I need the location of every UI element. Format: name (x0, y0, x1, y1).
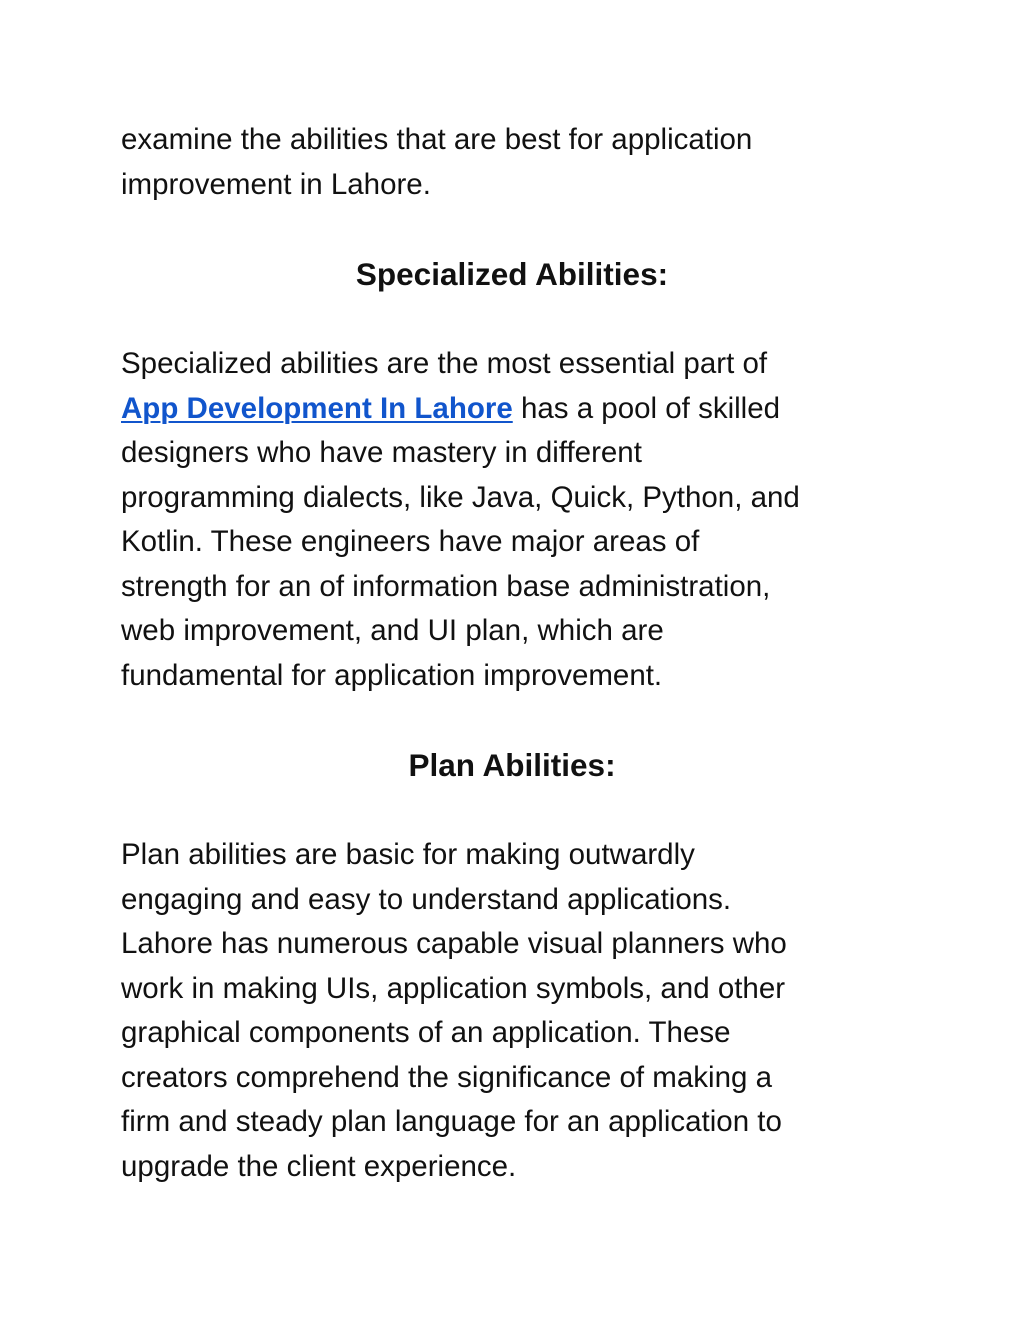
text-line: firm and steady plan language for an application to (121, 1105, 782, 1138)
text-line: Kotlin. These engineers have major areas of (121, 525, 700, 558)
text-line: examine the abilities that are best for application (121, 123, 753, 156)
link-trailing-text: has a pool of skilled (512, 391, 781, 425)
text-line: creators comprehend the significance of making a (121, 1060, 772, 1094)
text-line: improvement in Lahore. (121, 167, 431, 201)
intro-paragraph (121, 118, 911, 207)
text-line: engaging and easy to understand applications. (121, 882, 732, 916)
text-line: graphical components of an application. These (121, 1016, 731, 1049)
text-line: Plan abilities are basic for making outwardly (121, 838, 695, 871)
plan-paragraph (121, 833, 911, 1189)
text-line-with-link (121, 387, 911, 432)
document-page (121, 118, 911, 1189)
section-heading-specialized: Specialized Abilities: (355, 256, 669, 292)
text-line: Specialized abilities are the most essential part of (121, 347, 768, 380)
text-line: upgrade the client experience. (121, 1149, 517, 1183)
text-line: web improvement, and UI plan, which are (121, 614, 664, 647)
app-development-link[interactable]: App Development In Lahore (121, 391, 513, 425)
text-line: work in making UIs, application symbols, and other (121, 971, 786, 1005)
text-line: Lahore has numerous capable visual planners who (121, 927, 787, 960)
text-line: programming dialects, like Java, Quick, Python, and (121, 480, 800, 514)
text-line: fundamental for application improvement. (121, 658, 663, 692)
section-heading-plan: Plan Abilities: (408, 747, 616, 783)
specialized-paragraph (121, 342, 911, 698)
text-line: designers who have mastery in different (121, 436, 642, 469)
text-line: strength for an of information base administration, (121, 569, 771, 603)
